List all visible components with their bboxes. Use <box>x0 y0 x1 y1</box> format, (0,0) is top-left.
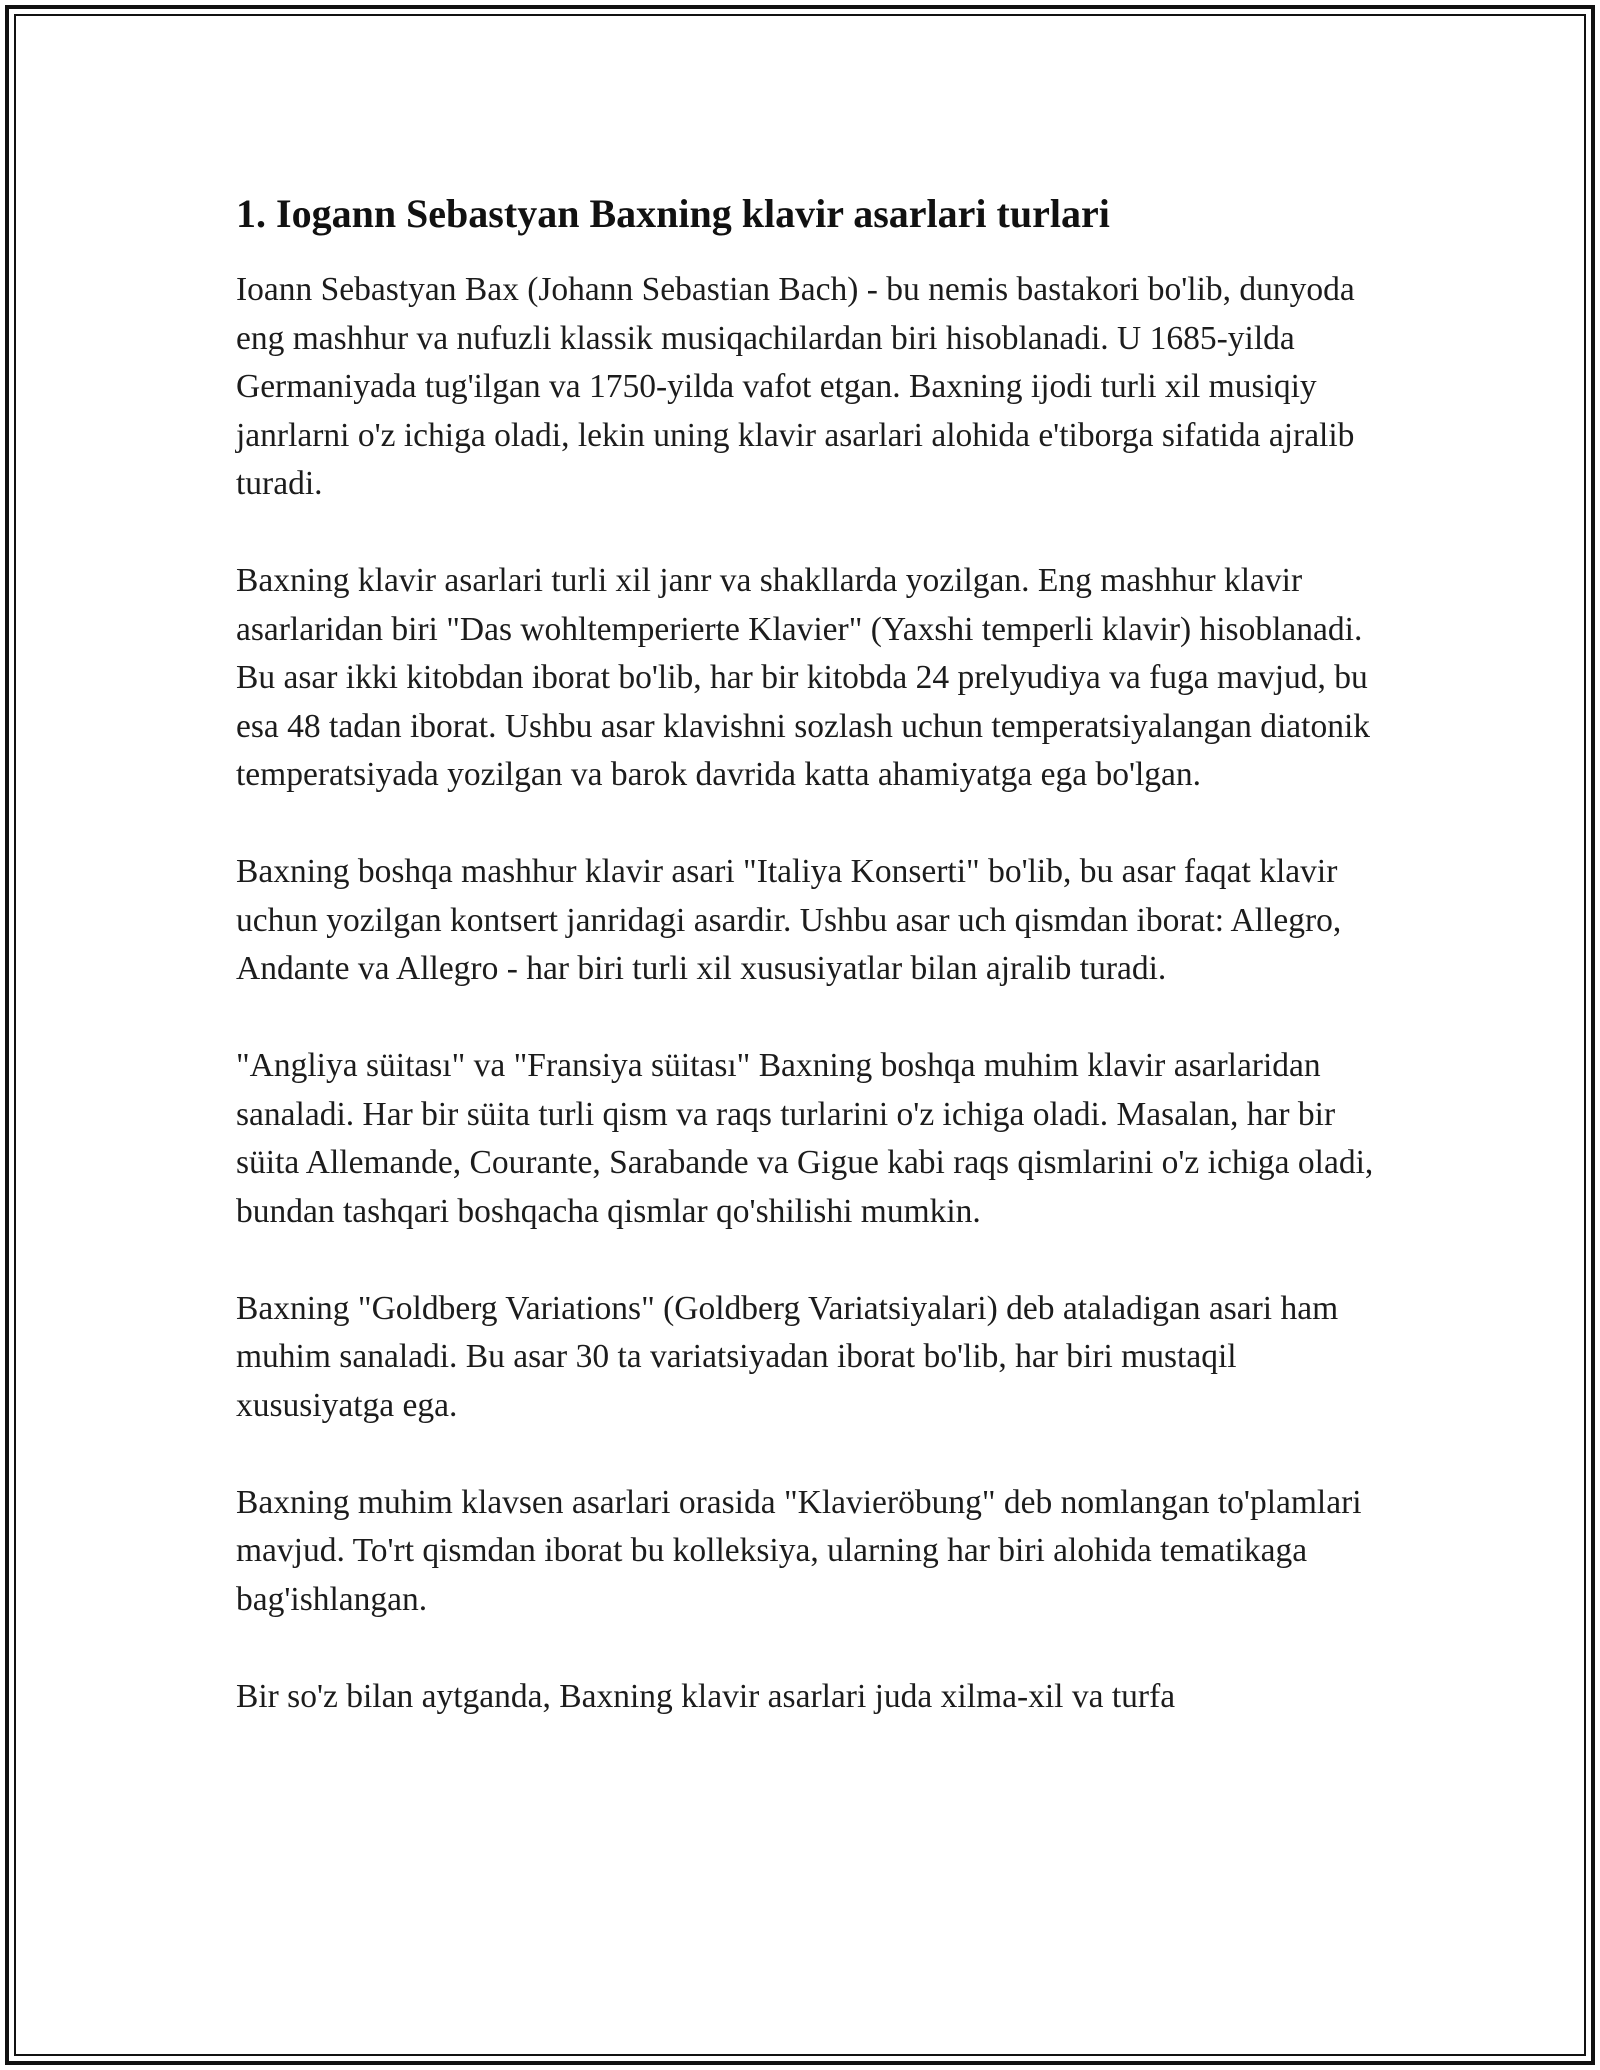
paragraph-klavierobung: Baxning muhim klavsen asarlari orasida "Klavieröbung" deb nomlangan to'plamlari mavjud. To'rt qismdan iborat bu kolleksiya, ularning har biri alohida tematikaga bag'ishlangan. <box>236 1483 1362 1618</box>
document-page <box>236 190 1376 1721</box>
paragraph-suitalar: "Angliya süitası" va "Fransiya süitası" Baxning boshqa muhim klavir asarlaridan sanaladi. Har bir süita turli qism va raqs turlarini o'z ichiga oladi. Masalan, har bir süita Allemande, Courante, Sarabande va Gigue kabi raqs qismlarini o'z ichiga oladi, bundan tashqari boshqacha qismlar qo'shilishi mumkin. <box>236 1047 1374 1230</box>
document-title: 1. Iogann Sebastyan Baxning klavir asarlari turlari <box>236 191 1110 236</box>
paragraph-italiya-konserti: Baxning boshqa mashhur klavir asari "Italiya Konserti" bo'lib, bu asar faqat klavir uchun yozilgan kontsert janridagi asardir. Ushbu asar uch qismdan iborat: Allegro, Andante va Allegro - har biri turli xil xususiyatlar bilan ajralib turadi. <box>236 853 1342 987</box>
paragraph-conclusion: Bir so'z bilan aytganda, Baxning klavir asarlari juda xilma-xil va turfa <box>236 1677 1176 1715</box>
paragraph-goldberg-variations: Baxning "Goldberg Variations" (Goldberg Variatsiyalari) deb ataladigan asari ham muhim sanaladi. Bu asar 30 ta variatsiyadan iborat bo'lib, har biri mustaqil xususiyatga ega. <box>236 1289 1339 1424</box>
paragraph-wohltemperierte-klavier: Baxning klavir asarlari turli xil janr va shakllarda yozilgan. Eng mashhur klavir asarlaridan biri "Das wohltemperierte Klavier" (Yaxshi temperli klavir) hisoblanadi. Bu asar ikki kitobdan iborat bo'lib, har bir kitobda 24 prelyudiya va fuga mavjud, bu esa 48 tadan iborat. Ushbu asar klavishni sozlash uchun temperatsiyalangan diatonik temperatsiyada yozilgan va barok davrida katta ahamiyatga ega bo'lgan. <box>236 562 1371 793</box>
paragraph-intro: Ioann Sebastyan Bax (Johann Sebastian Bach) - bu nemis bastakori bo'lib, dunyoda eng mashhur va nufuzli klassik musiqachilardan biri hisoblanadi. U 1685-yilda Germaniyada tug'ilgan va 1750-yilda vafot etgan. Baxning ijodi turli xil musiqiy janrlarni o'z ichiga oladi, lekin uning klavir asarlari alohida e'tiborga sifatida ajralib turadi. <box>236 271 1355 502</box>
